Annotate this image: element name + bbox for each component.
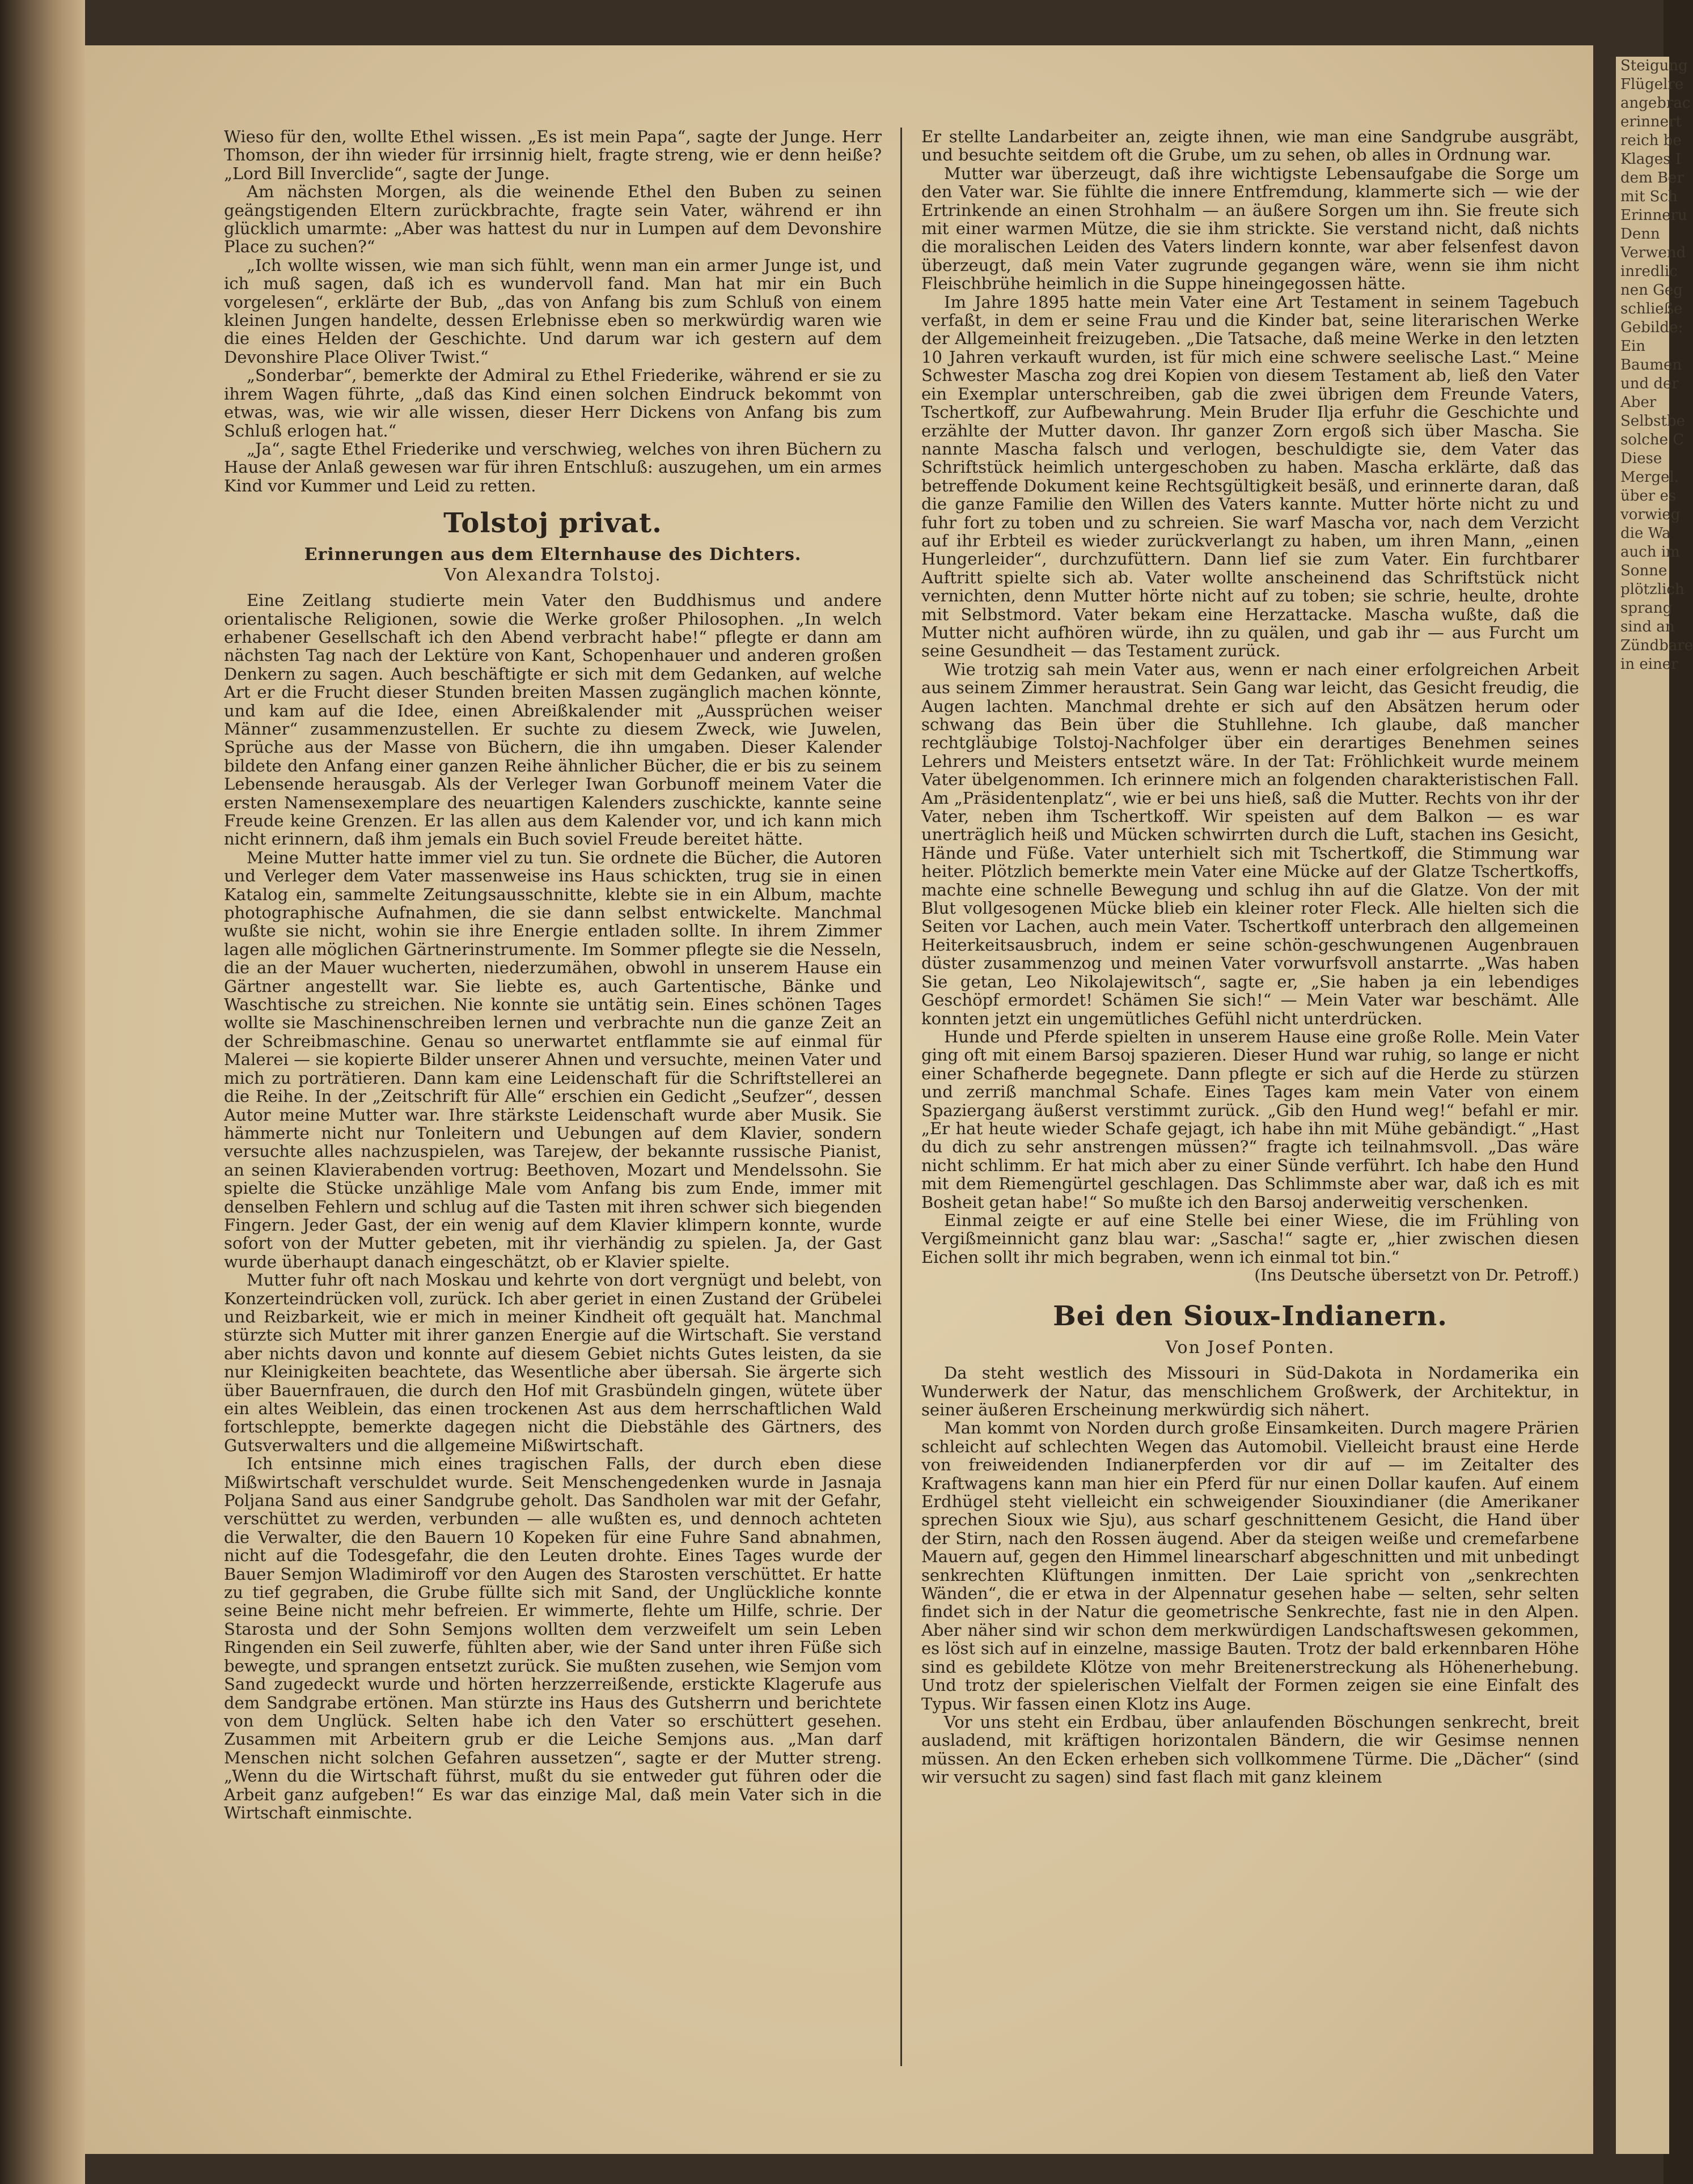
story-ending-paragraph: Am nächsten Morgen, als die weinende Ethel den Buben zu seinen geängstigenden Eltern zurückbrachte, fragte sein Vater, während er ihn glücklich umarmte: „Aber was hattest du nur in Lumpen auf dem Devonshire Place zu suchen?“ [224,182,882,257]
article-paragraph: Mutter fuhr oft nach Moskau und kehrte von dort vergnügt und belebt, von Konzerteindrücken voll, zurück. Ich aber geriet in einen Zustand der Grübelei und Reizbarkeit, wie er mich in meiner Kindheit oft gequält hat. Manchmal stürzte sich Mutter mit ihrer ganzen Energie auf die Wirtschaft. Sie verstand aber nichts davon und konnte auf diesem Gebiet nichts Gutes leisten, da sie nur Kleinigkeiten beachtete, das Wesentliche aber übersah. Sie ärgerte sich über Bauernfrauen, die durch den Hof mit Grasbündeln gingen, wütete über ein altes Weiblein, das einen trockenen Ast aus dem herrschaftlichen Wald fortschleppte, bemerkte dagegen nicht die Diebstähle des Gärtners, des Gutsverwalters und die allgemeine Mißwirtschaft. [224,1270,882,1455]
article-byline-sioux: Von Josef Ponten. [1165,1338,1335,1358]
article-paragraph: Ich entsinne mich eines tragischen Falls, der durch eben diese Mißwirtschaft verschuldet wurde. Seit Menschengedenken wurde in Jasnaja Poljana Sand aus einer Sandgrube geholt. Das Sandholen war mit der Gefahr, verschüttet zu werden, verbunden — alle wußten es, und dennoch achteten die Verwalter, die den Bauern 10 Kopeken für eine Fuhre Sand abnahmen, nicht auf die Todesgefahr, die den Leuten drohte. Eines Tages wurde der Bauer Semjon Wladimiroff vor den Augen des Starosten verschüttet. Er hatte zu tief gegraben, die Grube füllte sich mit Sand, der Unglückliche konnte seine Beine nicht mehr befreien. Er wimmerte, flehte um Hilfe, schrie. Der Starosta und der Sohn Semjons wollten dem verzweifelt um sein Leben Ringenden ein Seil zuwerfe, fühlten aber, wie der Sand unter ihren Füße sich bewegte, und sprangen entsetzt zurück. Sie mußten zusehen, wie Semjon vom Sand zugedeckt wurde und hörten herzzerreißende, erstickte Klagerufe aus dem Sandgrabe ertönen. Man stürzte ins Haus des Gutsherrn und berichtete von dem Unglück. Selten habe ich den Vater so erschüttert gesehen. Zusammen mit Arbeitern grub er die Leiche Semjons aus. „Man darf Menschen nicht solchen Gefahren aussetzen“, sagte er der Mutter streng. „Wenn du die Wirtschaft führst, mußt du sie entweder gut führen oder die Arbeit ganz aufgeben!“ Es war das einzige Mal, daß mein Vater sich in die Wirtschaft einmischte. [224,1454,882,1822]
article-title-sioux: Bei den Sioux-Indianern. [1053,1300,1447,1333]
column-rule [900,128,902,2066]
adjacent-page-fragment: Erinneru [1620,207,1687,224]
story-ending-paragraph: „Sonderbar“, bemerkte der Admiral zu Ethel Friederike, während er sie zu ihrem Wagen führte, „daß das Kind einen solchen Eindruck bekommt von etwas, was, wie wir alle wissen, dieser Herr Dickens von Anfang bis zum Schluß erlogen hat.“ [224,366,882,440]
article-byline-tolstoj: Von Alexandra Tolstoj. [444,565,662,586]
adjacent-page-fragment: Steigung [1620,57,1688,74]
article-paragraph: Im Jahre 1895 hatte mein Vater eine Art Testament in seinem Tagebuch verfaßt, in dem er seine Frau und die Kinder bat, seine literarischen Werke der Allgemeinheit freizugeben. „Die Tatsache, daß meine Werke in den letzten 10 Jahren verkauft wurden, ist für mich eine schwere seelische Last.“ Meine Schwester Mascha zog drei Kopien von diesem Testament ab, ließ den Vater ein Exemplar unterschreiben, gab die zwei übrigen dem Freunde Vaters, Tschertkoff, zur Aufbewahrung. Mein Bruder Ilja erfuhr die Geschichte und erzählte der Mutter davon. Ihr ganzer Zorn ergoß sich über Mascha. Sie nannte Mascha falsch und verlogen, beschuldigte sie, dem Vater das Schriftstück heimlich untergeschoben zu haben. Mascha erklärte, daß das betreffende Dokument keine Rechtsgültigkeit besäß, und erinnerte daran, daß die ganze Familie den Willen des Vaters kannte. Mutter hörte nicht zu und fuhr fort zu toben und zu schreien. Sie warf Mascha vor, nach dem Verzicht auf ihr Erbteil es wieder zurückverlangt zu haben, um ihren Mann, „einen Hungerleider“, durchzufüttern. Dann lief sie zum Vater. Ein furchtbarer Auftritt spielte sich ab. Vater wollte anscheinend das Schriftstück nicht vernichten, denn Mutter hörte nicht auf zu toben; sie schrie, heulte, drohte mit Selbstmord. Vater bekam eine Herzattacke. Mascha wußte, daß die Mutter nicht aufhören würde, ihn zu quälen, und gab ihr — aus Furcht um seine Gesundheit — das Testament zurück. [921,292,1579,661]
adjacent-page-fragment: die Wa [1620,525,1671,542]
article-paragraph: Vor uns steht ein Erdbau, über anlaufenden Böschungen senkrecht, breit ausladend, mit kräftigen horizontalen Bändern, die wir Gesimse nennen müssen. An den Ecken erheben sich vollkommene Türme. Die „Dächer“ (sind wir versucht zu sagen) sind fast flach mit ganz kleinem [921,1712,1579,1787]
adjacent-page-fragment: Flügelre [1620,76,1684,93]
adjacent-page-fragment: dem Ber [1620,169,1684,186]
story-ending-paragraph: Wieso für den, wollte Ethel wissen. „Es ist mein Papa“, sagte der Junge. Herr Thomson, der ihn wieder für irrsinnig hielt, fragte streng, wie er denn heiße? „Lord Bill Inverclide“, sagte der Junge. [224,127,882,183]
adjacent-page-fragment: Diese [1620,450,1662,467]
right-column [921,128,1579,1787]
story-ending-paragraph: „Ja“, sagte Ethel Friederike und verschwieg, welches von ihren Büchern zu Hause der Anlaß gewesen war für ihren Entschluß: auszugehen, um ein armes Kind vor Kummer und Leid zu retten. [224,439,882,495]
adjacent-page-fragment: sind an [1620,618,1675,635]
adjacent-page-fragment: solche C [1620,431,1684,448]
adjacent-page-fragment: mit Sch [1620,188,1678,205]
adjacent-page-fragment: Zündbare [1620,637,1693,654]
article-paragraph: Meine Mutter hatte immer viel zu tun. Sie ordnete die Bücher, die Autoren und Verleger dem Vater massenweise ins Haus schickten, trug sie in einen Katalog ein, sammelte Zeitungsausschnitte, klebte sie in ein Album, machte photographische Aufnahmen, die sie dann selbst entwickelte. Manchmal wußte sie nicht, wohin sie ihre Energie entladen sollte. In ihrem Zimmer lagen alle möglichen Gärtnerinstrumente. Im Sommer pflegte sie die Nesseln, die an der Mauer wucherten, niederzumähen, obwohl in unserem Hause ein Gärtner angestellt war. Sie liebte es, auch Gartentische, Bänke und Waschtische zu streichen. Nie konnte sie untätig sein. Eines schönen Tages wollte sie Maschinenschreiben lernen und verbrachte nun die ganze Zeit an der Schreibmaschine. Genau so unerwartet entflammte sie auf einmal für Malerei — sie kopierte Bilder unserer Ahnen und versuchte, meinen Vater und mich zu porträtieren. Dann kam eine Leidenschaft für die Schriftstellerei an die Reihe. In der „Zeitschrift für Alle“ erschien ein Gedicht „Seufzer“, dessen Autor meine Mutter war. Ihre stärkste Leidenschaft wurde aber Musik. Sie hämmerte nicht nur Tonleitern und Uebungen auf dem Klavier, sondern versuchte alles nachzuspielen, was Tarejew, der bekannte russische Pianist, an seinen Klavierabenden vortrug: Beethoven, Mozart und Mendelssohn. Sie spielte die Stücke unzählige Male vom Anfang bis zum Ende, immer mit denselben Fehlern und schlug auf die Tasten mit ihren schwer sich biegenden Fingern. Jeder Gast, der ein wenig auf dem Klavier klimpern konnte, wurde sofort von der Mutter gebeten, mit ihr vierhändig zu spielen. Ja, der Gast wurde überhaupt danach eingeschätzt, ob er Klavier spielte. [224,847,882,1271]
adjacent-page-fragment: erinnert [1620,113,1682,130]
article-paragraph: Mutter war überzeugt, daß ihre wichtigste Lebensaufgabe die Sorge um den Vater war. Sie fühlte die innere Entfremdung, klammerte sich — wie der Ertrinkende an einen Strohhalm — an äußere Sorgen um ihn. Sie freute sich mit einer warmen Mütze, die sie ihm strickte. Sie verstand nicht, daß nichts die moralischen Leiden des Vaters lindern konnte, war aber felsenfest davon überzeugt, daß mein Vater zugrunde gegangen wäre, wenn sie ihm nicht Fleischbrühe heimlich in die Suppe hineingegossen hätte. [921,163,1579,294]
adjacent-page-fragment: Aber [1620,394,1657,411]
article-paragraph: Man kommt von Norden durch große Einsamkeiten. Durch magere Prärien schleicht auf schlechten Wegen das Automobil. Vielleicht braust eine Herde von freiweidenden Indianerpferden vor dir auf — im Zeitalter des Kraftwagens kann man hier ein Pferd für nur einen Dollar kaufen. Auf einem Erdhügel steht vielleicht ein schweigender Siouxindianer (die Amerikaner sprechen Sioux wie Sju), aus scharf geschnittenem Gesicht, die Hand über der Stirn, nach den Rossen äugend. Aber da steigen weiße und cremefarbene Mauern auf, gegen den Himmel linearscharf abgeschnitten und mit unbedingt senkrechten Klüftungen inmitten. Der Laie spricht von „senkrechten Wänden“, die er etwa in der Alpennatur gesehen habe — selten, sehr selten findet sich in der Natur die geometrische Senkrechte, fast nie in den Alpen. Aber näher sind wir schon dem merkwürdigen Landschaftswesen gekommen, es löst sich auf in einzelne, massige Bauten. Trotz der bald erkennbaren Höhe sind es gebildete Klötze von mehr Breitenerstreckung als Höhenerhebung. Und trotz der spielerischen Vielfalt der Formen zeigen sie eine Einfalt des Typus. Wir fassen einen Klotz ins Auge. [921,1418,1579,1714]
article-paragraph: Wie trotzig sah mein Vater aus, wenn er nach einer erfolgreichen Arbeit aus seinem Zimmer heraustrat. Sein Gang war leicht, das Gesicht freudig, die Augen lachten. Manchmal drehte er sich auf den Absätzen herum oder schwang das Bein über die Stuhllehne. Ich glaube, daß mancher rechtgläubige Tolstoj-Nachfolger über ein derartiges Benehmen seines Lehrers und Meisters entsetzt wäre. In der Tat: Fröhlichkeit wurde meinem Vater übelgenommen. Ich erinnere mich an folgenden charakteristischen Fall. Am „Präsidentenplatz“, wie er bei uns hieß, saß die Mutter. Rechts von ihr der Vater, neben ihm Tschertkoff. Wir speisten auf dem Balkon — es war unerträglich heiß und Mücken schwirrten durch die Luft, stachen ins Gesicht, Hände und Füße. Vater unterhielt sich mit Tschertkoff, die Stimmung war heiter. Plötzlich bemerkte mein Vater eine Mücke auf der Glatze Tschertkoffs, machte eine schnelle Bewegung und schlug ihn auf die Glatze. Von der mit Blut vollgesogenen Mücke blieb ein kleiner roter Fleck. Alle hielten sich die Seiten vor Lachen, auch mein Vater. Tschertkoff unterbrach den allgemeinen Heiterkeitsausbruch, indem er seine schön-geschwungenen Augenbrauen düster zusammenzog und meinen Vater vorwurfsvoll anstarrte. „Was haben Sie getan, Leo Nikolajewitsch“, sagte er, „Sie haben ja ein lebendiges Geschöpf ermordet! Schämen Sie sich!“ — Mein Vater war beschämt. Alle konnten jetzt ein ungemütliches Gefühl nicht unterdrücken. [921,659,1579,1028]
adjacent-page-fragment: sprang [1620,600,1673,617]
adjacent-page-fragment: angebrac [1620,95,1691,112]
adjacent-page-fragment: vorwieg [1620,506,1681,523]
adjacent-page-fragment: Selbstbe [1620,413,1685,430]
adjacent-page-fragment: Ein [1620,338,1646,355]
adjacent-page-fragment: über es [1620,487,1677,504]
adjacent-page-fragment: Mergel. [1620,469,1679,486]
book-spine [0,0,85,2184]
adjacent-page-fragment: nen Geg [1620,282,1683,299]
adjacent-page-fragment: Gebilde: [1620,319,1683,336]
article-paragraph: Da steht westlich des Missouri in Süd-Dakota in Nordamerika ein Wunderwerk der Natur, das menschlichem Großwerk, der Architektur, in seiner äußeren Erscheinung merkwürdig sich nähert. [921,1363,1579,1419]
article-paragraph: Eine Zeitlang studierte mein Vater den Buddhismus und andere orientalische Religionen, sowie die Werke großer Philosophen. „In welch erhabener Gesellschaft ich den Abend verbracht habe!“ pflegte er dann am nächsten Tag nach der Lektüre von Kant, Schopenhauer und anderen großen Denkern zu sagen. Auch beschäftigte er sich mit dem Gedanken, auf welche Art er die Frucht dieser Stunden breiten Massen zugänglich machen könnte, und kam auf die Idee, einen Abreißkalender mit „Aussprüchen weiser Männer“ zusammenzustellen. Er suchte zu diesem Zweck, wie Juwelen, Sprüche aus der Masse von Büchern, die ihn umgaben. Dieser Kalender bildete den Anfang einer ganzen Reihe ähnlicher Bücher, die er bis zu seinem Lebensende herausgab. Als der Verleger Iwan Gorbunoff meinem Vater die ersten Namensexemplare des neuartigen Kalenders zuschickte, kannte seine Freude keine Grenzen. Er las allen aus dem Kalender vor, und ich kann mich nicht erinnern, daß ihm jemals ein Buch soviel Freude bereitet hätte. [224,591,882,849]
story-ending-paragraph: „Ich wollte wissen, wie man sich fühlt, wenn man ein armer Junge ist, und ich muß sagen, daß ich es wundervoll fand. Man hat mir ein Buch vorgelesen“, erklärte der Bub, „das von Anfang bis zum Schluß von einem kleinen Jungen handelte, dessen Erlebnisse eben so merkwürdig waren wie die eines Helden der Geschichte. Und darum war ich gestern auf dem Devonshire Place Oliver Twist.“ [224,255,882,367]
article-paragraph: Er stellte Landarbeiter an, zeigte ihnen, wie man eine Sandgrube ausgräbt, und besuchte seitdem oft die Grube, um zu sehen, ob alles in Ordnung war. [921,127,1579,165]
adjacent-page-fragment: schließe [1620,300,1683,317]
article-paragraph: Hunde und Pferde spielten in unserem Hause eine große Rolle. Mein Vater ging oft mit einem Barsoj spazieren. Dieser Hund war ruhig, so lange er nicht einer Schafherde begegnete. Dann pflegte er sich auf die Herde zu stürzen und zerriß manchmal Schafe. Eines Tages kam mein Vater von einem Spaziergang äußerst verstimmt zurück. „Gib den Hund weg!“ befahl er mir. „Er hat heute wieder Schafe gejagt, ich habe ihn mit Mühe gebändigt.“ „Hast du dich zu sehr anstrengen müssen?“ fragte ich teilnahmsvoll. „Das wäre nicht schlimm. Er hat mich aber zu einer Sünde verführt. Ich habe den Hund mit dem Riemengürtel geschlagen. Das Schlimmste aber war, daß ich es mit Bosheit getan habe!“ So mußte ich den Barsoj anderweitig verschenken. [921,1027,1579,1212]
translator-note: (Ins Deutsche übersetzt von Dr. Petroff.) [1254,1266,1579,1285]
adjacent-page-fragment: und der [1620,375,1679,392]
left-column [224,128,882,1822]
adjacent-page-fragment: Denn [1620,226,1660,243]
adjacent-page-fragment: Klages I [1620,151,1682,168]
adjacent-page-fragment: Sonne [1620,562,1667,579]
article-subtitle-tolstoj: Erinnerungen aus dem Elternhause des Dichters. [304,545,802,565]
adjacent-page-fragment: reich be [1620,132,1682,149]
adjacent-page-fragment: inredlic [1620,263,1678,280]
adjacent-page-fragment: in einer [1620,656,1678,673]
adjacent-page-fragment: plötzlich [1620,581,1684,598]
article-title-tolstoj: Tolstoj privat. [443,507,662,540]
adjacent-page-fragment: Baumen [1620,357,1682,374]
adjacent-page-edge [1610,57,1693,2154]
adjacent-page-fragment: auch im [1620,544,1680,561]
adjacent-page-fragments [1616,57,1693,674]
article-paragraph: Einmal zeigte er auf eine Stelle bei einer Wiese, die im Frühling von Vergißmeinnicht ganz blau war: „Sascha!“ sagte er, „hier zwischen diesen Eichen sollt ihr mich begraben, wenn ich einmal tot bin.“ [921,1210,1579,1267]
adjacent-page-fragment: Verwend [1620,244,1686,261]
